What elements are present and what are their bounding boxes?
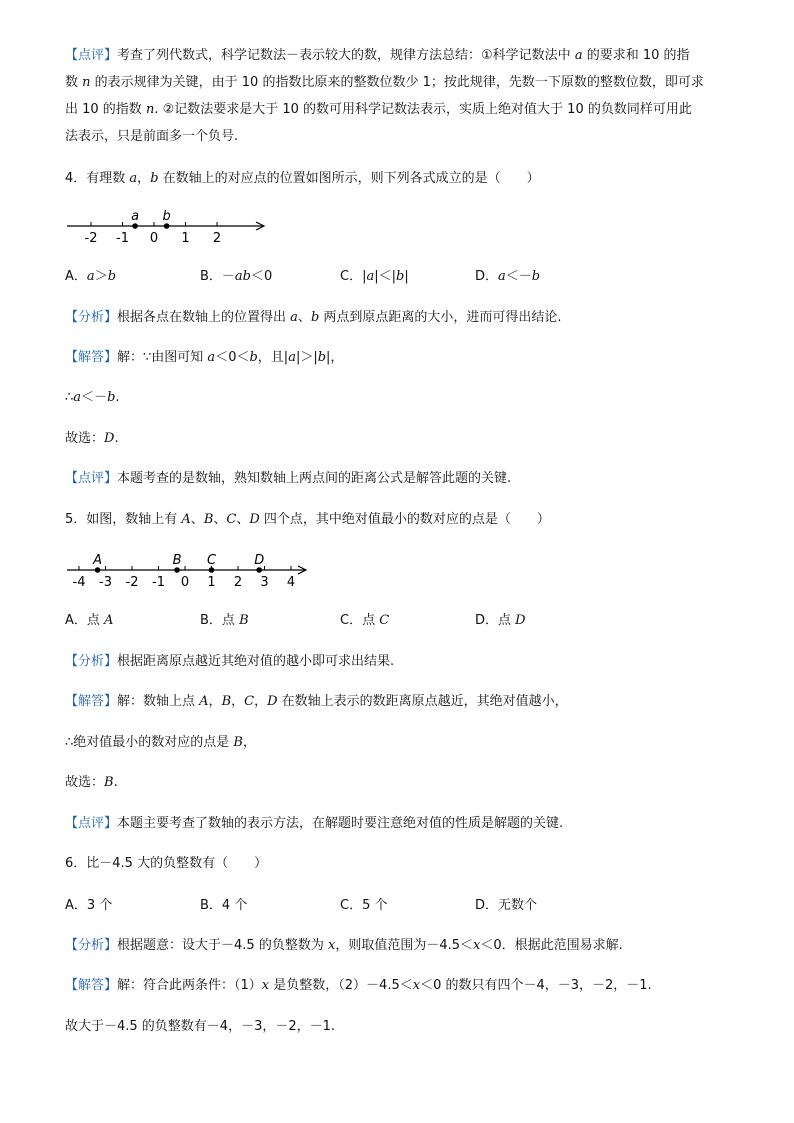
tick-label: 4 bbox=[286, 575, 296, 590]
point-dot bbox=[174, 567, 180, 573]
q5-solution-line-3: 故选：B. bbox=[65, 775, 118, 790]
q6-option-b[interactable]: B．4 个 bbox=[200, 898, 248, 913]
q4-solution-line-3: 故选：D. bbox=[65, 431, 119, 446]
q4-option-d[interactable]: D．a＜－b bbox=[475, 269, 541, 284]
tick-label: 2 bbox=[212, 231, 222, 246]
analysis-tag: 【分析】 bbox=[65, 310, 118, 325]
tick-label: 0 bbox=[149, 231, 159, 246]
comment-tag: 【点评】 bbox=[65, 471, 118, 486]
q6-solution-line-1: 【解答】解：符合此两条件：（1）x 是负整数，（2）－4.5＜x＜0 的数只有四个－4，－3，－2，－1. bbox=[65, 978, 652, 993]
solution-tag: 【解答】 bbox=[65, 978, 118, 993]
q3-comment-line-2: 数 n 的表示规律为关键，由于 10 的指数比原来的整数位数少 1；按此规律，先数一下原数的整数位数，即可求 bbox=[65, 75, 704, 90]
q3-comment-line-1: 【点评】考查了列代数式，科学记数法－表示较大的数，规律方法总结：①科学记数法中 a 的要求和 10 的指 bbox=[65, 48, 690, 63]
point-label: D bbox=[254, 553, 265, 568]
tick-label: -2 bbox=[84, 231, 98, 246]
point-label: a bbox=[131, 209, 140, 224]
q5-solution-line-2: ∴绝对值最小的数对应的点是 B， bbox=[65, 735, 256, 750]
tick-label: 1 bbox=[207, 575, 216, 590]
tick-label: -2 bbox=[125, 575, 139, 590]
q5-analysis: 【分析】根据距离原点越近其绝对值的越小即可求出结果. bbox=[65, 654, 395, 669]
q4-analysis: 【分析】根据各点在数轴上的位置得出 a、b 两点到原点距离的大小，进而可得出结论. bbox=[65, 310, 562, 325]
point-dot bbox=[209, 567, 215, 573]
tick-label: 2 bbox=[233, 575, 243, 590]
q6-option-a[interactable]: A．3 个 bbox=[65, 898, 113, 913]
tick-label: -1 bbox=[152, 575, 165, 590]
q4-number-line bbox=[65, 203, 275, 248]
tick-label: -3 bbox=[99, 575, 112, 590]
tick-label: -1 bbox=[116, 231, 129, 246]
point-label: B bbox=[172, 553, 182, 568]
point-label: A bbox=[93, 553, 103, 568]
tick-label: 1 bbox=[181, 231, 190, 246]
q5-number-line bbox=[65, 548, 315, 593]
point-dot bbox=[256, 567, 262, 573]
q4-option-a[interactable]: A．a＞b bbox=[65, 269, 117, 284]
q4-solution-line-1: 【解答】解：∵由图可知 a＜0＜b，且|a|＞|b|， bbox=[65, 350, 344, 365]
analysis-tag: 【分析】 bbox=[65, 654, 118, 669]
q4-solution-line-2: ∴a＜－b. bbox=[65, 390, 120, 405]
comment-tag: 【点评】 bbox=[65, 48, 118, 63]
q4-comment: 【点评】本题考查的是数轴，熟知数轴上两点间的距离公式是解答此题的关键. bbox=[65, 471, 512, 486]
q4-option-c[interactable]: C．|a|＜|b| bbox=[340, 269, 409, 284]
point-label: C bbox=[206, 553, 217, 568]
q5-option-d[interactable]: D．点 D bbox=[475, 613, 526, 628]
tick-label: -4 bbox=[72, 575, 86, 590]
point-dot bbox=[95, 567, 101, 573]
q3-comment-line-3: 出 10 的指数 n. ②记数法要求是大于 10 的数可用科学记数法表示，实质上绝对值大于 10 的负数同样可用此 bbox=[65, 102, 692, 117]
tick-label: 3 bbox=[260, 575, 269, 590]
solution-tag: 【解答】 bbox=[65, 694, 118, 709]
analysis-tag: 【分析】 bbox=[65, 938, 118, 953]
q6-stem: 6．比－4.5 大的负整数有（ ） bbox=[65, 856, 268, 871]
q6-analysis: 【分析】根据题意：设大于－4.5 的负整数为 x，则取值范围为－4.5＜x＜0．根据此范围易求解. bbox=[65, 938, 623, 953]
solution-tag: 【解答】 bbox=[65, 350, 118, 365]
q5-option-b[interactable]: B．点 B bbox=[200, 613, 249, 628]
q5-option-a[interactable]: A．点 A bbox=[65, 613, 114, 628]
q5-solution-line-1: 【解答】解：数轴上点 A，B，C，D 在数轴上表示的数距离原点越近，其绝对值越小， bbox=[65, 694, 568, 709]
q5-comment: 【点评】本题主要考查了数轴的表示方法，在解题时要注意绝对值的性质是解题的关键. bbox=[65, 816, 564, 831]
point-dot bbox=[132, 223, 138, 229]
comment-tag: 【点评】 bbox=[65, 816, 118, 831]
q3-comment-line-4: 法表示，只是前面多一个负号. bbox=[65, 129, 239, 144]
point-dot bbox=[164, 223, 170, 229]
q6-solution-line-2: 故大于－4.5 的负整数有－4，－3，－2，－1. bbox=[65, 1019, 336, 1034]
q5-stem: 5．如图，数轴上有 A、B、C、D 四个点，其中绝对值最小的数对应的点是（ ） bbox=[65, 512, 550, 527]
q5-option-c[interactable]: C．点 C bbox=[340, 613, 390, 628]
tick-label: 0 bbox=[180, 575, 190, 590]
q6-option-c[interactable]: C．5 个 bbox=[340, 898, 388, 913]
q4-stem: 4．有理数 a，b 在数轴上的对应点的位置如图所示，则下列各式成立的是（ ） bbox=[65, 171, 540, 186]
q4-option-b[interactable]: B．－ab＜0 bbox=[200, 269, 273, 284]
point-label: b bbox=[162, 209, 171, 224]
q6-option-d[interactable]: D．无数个 bbox=[475, 898, 538, 913]
